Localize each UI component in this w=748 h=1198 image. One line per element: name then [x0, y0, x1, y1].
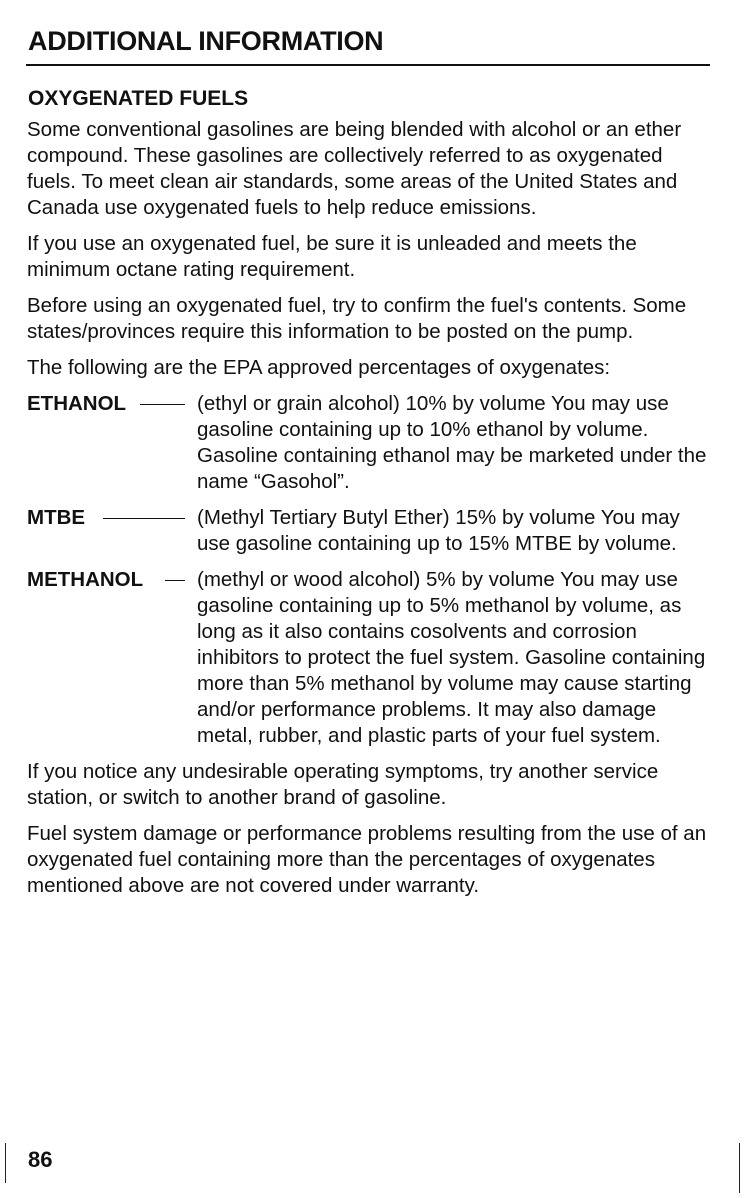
leader-dash — [165, 580, 185, 581]
oxygenate-description: (ethyl or grain alcohol) 10% by volume You may use gasoline containing up to 10% ethanol by volume. Gasoline containing ethanol may be marketed under the name “Gasohol”. — [197, 392, 707, 493]
page-number: 86 — [28, 1147, 53, 1172]
paragraph-warranty: Fuel system damage or performance problems resulting from the use of an oxygenated fuel containing more than the percentages of oxygenates mentioned above are not covered under warranty. — [27, 822, 707, 897]
oxygenate-description: (methyl or wood alcohol) 5% by volume You may use gasoline containing up to 5% methanol by volume, as long as it also contains cosolvents and corrosion inhibitors to protect the fuel system. Gasoline containing more than 5% methanol by volume may cause starting and/or performance problems. It may also damage metal, rubber, and plastic parts of your fuel system. — [197, 568, 706, 747]
oxygenate-term: MTBE — [27, 506, 86, 529]
oxygenate-term: ETHANOL — [27, 392, 127, 415]
oxygenate-entry-ethanol — [27, 391, 717, 495]
oxygenate-term: METHANOL — [27, 568, 144, 591]
body-text — [27, 117, 717, 909]
leader-dash — [103, 518, 185, 519]
paragraph-unleaded: If you use an oxygenated fuel, be sure it is unleaded and meets the minimum octane rating requirement. — [27, 232, 637, 281]
binding-margin-line — [5, 1143, 6, 1183]
section-title: OXYGENATED FUELS — [28, 87, 249, 110]
paragraph-intro: Some conventional gasolines are being blended with alcohol or an ether compound. These gasolines are collectively referred to as oxygenated fuels. To meet clean air standards, some areas of the United States and Canada use oxygenated fuels to help reduce emissions. — [27, 118, 682, 219]
header-divider — [26, 64, 710, 66]
page-header-title: ADDITIONAL INFORMATION — [28, 26, 384, 56]
binding-margin-line — [739, 1143, 740, 1193]
oxygenate-description: (Methyl Tertiary Butyl Ether) 15% by volume You may use gasoline containing up to 15% MTBE by volume. — [197, 506, 680, 555]
oxygenate-entry-methanol — [27, 567, 717, 749]
paragraph-undesirable-symptoms: If you notice any undesirable operating symptoms, try another service station, or switch to another brand of gasoline. — [27, 760, 659, 809]
paragraph-epa-percentages: The following are the EPA approved percentages of oxygenates: — [27, 356, 611, 379]
paragraph-confirm-contents: Before using an oxygenated fuel, try to confirm the fuel's contents. Some states/provinces require this information to be posted on the pump. — [27, 294, 687, 343]
leader-dash — [140, 404, 185, 405]
oxygenate-entry-mtbe — [27, 505, 717, 557]
